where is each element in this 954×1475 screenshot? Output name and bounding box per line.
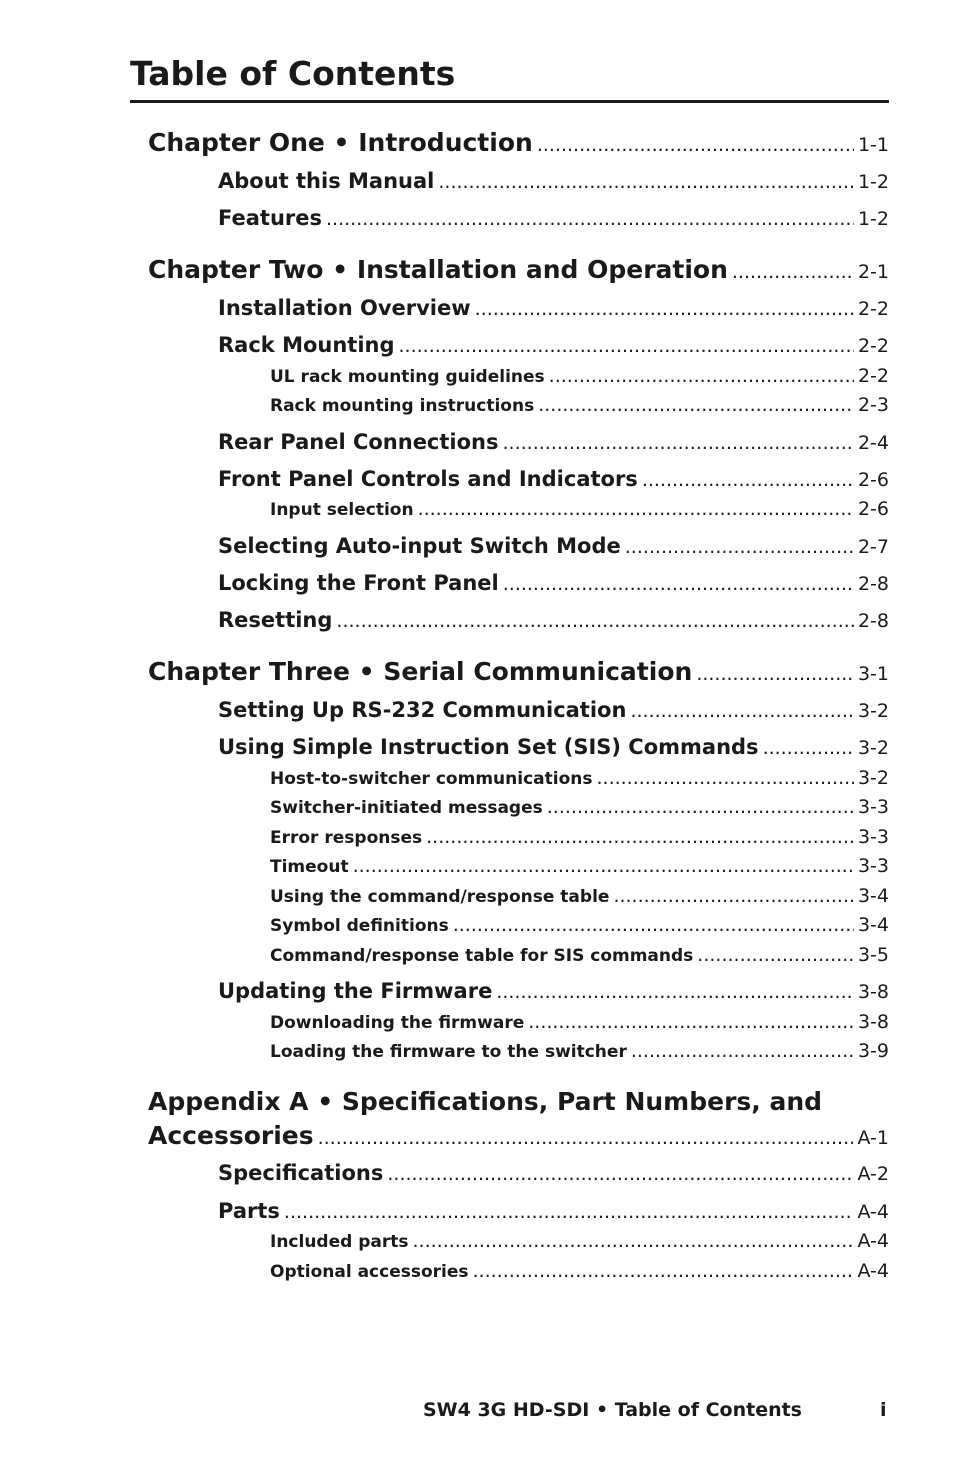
toc-entry-label: Downloading the firmware (270, 1013, 525, 1033)
dot-leader (326, 204, 854, 234)
dot-leader (528, 1009, 854, 1035)
toc-updating-firmware[interactable] (218, 976, 889, 1006)
toc-entry-label: Loading the firmware to the switcher (270, 1042, 627, 1062)
toc-entry-page: 3-1 (857, 663, 889, 685)
dot-leader (613, 883, 854, 909)
toc-entry-page: A-1 (857, 1127, 889, 1149)
toc-setting-up-rs232[interactable] (218, 695, 889, 725)
page-title: Table of Contents (130, 54, 456, 93)
toc-entry-label: Rack mounting instructions (270, 396, 535, 416)
dot-leader (625, 532, 854, 562)
toc-command-response-table-sis[interactable] (270, 942, 889, 968)
dot-leader (549, 363, 854, 389)
toc-entry-label: Features (218, 206, 322, 230)
toc-resetting[interactable] (218, 605, 889, 635)
dot-leader (537, 128, 854, 162)
toc-entry-page: 2-7 (857, 536, 889, 558)
toc-rack-mounting[interactable] (218, 330, 889, 360)
toc-included-parts[interactable] (270, 1228, 889, 1254)
toc-entry-label: Accessories (148, 1121, 314, 1150)
toc-entry-label: Locking the Front Panel (218, 571, 499, 595)
toc-entry-page: 2-8 (857, 610, 889, 632)
toc-switcher-initiated-messages[interactable] (270, 794, 889, 820)
toc-entry-label: Optional accessories (270, 1262, 469, 1282)
toc-entry-label: Included parts (270, 1232, 409, 1252)
toc-entry-label: Parts (218, 1199, 280, 1223)
toc-entry-label: Rack Mounting (218, 333, 395, 357)
toc-entry-label: Using Simple Instruction Set (SIS) Commands (218, 735, 759, 759)
toc-entry-page: 3-8 (857, 981, 889, 1003)
toc-entry-page: 1-1 (857, 134, 889, 156)
dot-leader (697, 942, 854, 968)
dot-leader (547, 794, 854, 820)
toc-entry-page: 3-8 (857, 1011, 889, 1033)
toc-ul-rack-mounting-guidelines[interactable] (270, 363, 889, 389)
toc-front-panel-controls[interactable] (218, 464, 889, 494)
toc-entry-page: 3-2 (857, 767, 889, 789)
dot-leader (353, 853, 854, 879)
dot-leader (413, 1228, 854, 1254)
dot-leader (596, 765, 853, 791)
toc-entry-page: A-2 (857, 1163, 889, 1185)
toc-optional-accessories[interactable] (270, 1258, 889, 1284)
toc-symbol-definitions[interactable] (270, 912, 889, 938)
toc-rack-mounting-instructions[interactable] (270, 392, 889, 418)
toc-locking-front-panel[interactable] (218, 568, 889, 598)
dot-leader (475, 294, 854, 324)
dot-leader (732, 255, 854, 289)
toc-appendix-a-heading[interactable]: Appendix A • Specifications, Part Numbers, and (148, 1087, 823, 1116)
toc-entry-label: Chapter Three • Serial Communication (148, 657, 693, 686)
toc-entry-label: Selecting Auto-input Switch Mode (218, 534, 621, 558)
toc-chapter-one[interactable] (148, 126, 889, 160)
toc-input-selection[interactable] (270, 496, 889, 522)
dot-leader (503, 569, 854, 599)
toc-entry-page: 3-3 (857, 855, 889, 877)
dot-leader (631, 1038, 854, 1064)
toc-downloading-firmware[interactable] (270, 1009, 889, 1035)
toc-entry-label: Resetting (218, 608, 333, 632)
toc-entry-page: 2-6 (857, 469, 889, 491)
toc-using-sis-commands[interactable] (218, 732, 889, 762)
toc-entry-page: A-4 (857, 1260, 889, 1282)
dot-leader (503, 428, 854, 458)
toc-entry-label: Specifications (218, 1161, 384, 1185)
toc-entry-label: Updating the Firmware (218, 979, 493, 1003)
page-footer (0, 1395, 954, 1425)
toc-entry-label: Using the command/response table (270, 887, 610, 907)
toc-error-responses[interactable] (270, 824, 889, 850)
toc-auto-input-switch-mode[interactable] (218, 531, 889, 561)
toc-entry-label: Command/response table for SIS commands (270, 946, 694, 966)
toc-entry-label: UL rack mounting guidelines (270, 367, 545, 387)
toc-entry-label: Rear Panel Connections (218, 430, 499, 454)
toc-entry-page: A-4 (857, 1230, 889, 1252)
toc-entry-label: Symbol definitions (270, 916, 449, 936)
dot-leader (630, 696, 854, 726)
dot-leader (387, 1159, 853, 1189)
toc-entry-label: Chapter Two • Installation and Operation (148, 255, 728, 284)
footer-page-number: i (880, 1399, 887, 1421)
dot-leader (473, 1258, 854, 1284)
dot-leader (336, 606, 854, 636)
toc-entry-label: Setting Up RS-232 Communication (218, 698, 627, 722)
toc-host-to-switcher[interactable] (270, 765, 889, 791)
toc-entry-page: 2-8 (857, 573, 889, 595)
dot-leader (418, 496, 854, 522)
toc-entry-page: 2-4 (857, 432, 889, 454)
dot-leader (284, 1197, 854, 1227)
toc-entry-page: 2-6 (857, 498, 889, 520)
toc-rear-panel-connections[interactable] (218, 427, 889, 457)
toc-parts[interactable] (218, 1196, 889, 1226)
toc-about-this-manual[interactable] (218, 166, 889, 196)
toc-installation-overview[interactable] (218, 293, 889, 323)
toc-entry-page: 2-3 (857, 394, 889, 416)
footer-title: SW4 3G HD-SDI • Table of Contents (422, 1399, 802, 1421)
dot-leader (453, 912, 854, 938)
dot-leader (496, 977, 854, 1007)
toc-timeout[interactable] (270, 853, 889, 879)
toc-entry-label: Chapter One • Introduction (148, 128, 533, 157)
toc-loading-firmware[interactable] (270, 1038, 889, 1064)
toc-entry-label: Host-to-switcher communications (270, 769, 593, 789)
toc-entry-page: 2-2 (857, 298, 889, 320)
toc-chapter-three[interactable] (148, 655, 889, 689)
toc-entry-label: Front Panel Controls and Indicators (218, 467, 638, 491)
toc-features[interactable] (218, 203, 889, 233)
dot-leader (438, 167, 854, 197)
toc-entry-page: 2-2 (857, 335, 889, 357)
dot-leader (399, 331, 854, 361)
dot-leader (318, 1121, 854, 1155)
toc-entry-label: Installation Overview (218, 296, 471, 320)
toc-entry-page: 3-2 (857, 700, 889, 722)
toc-entry-page: 2-2 (857, 365, 889, 387)
dot-leader (538, 392, 854, 418)
toc-entry-label: About this Manual (218, 169, 435, 193)
toc-entry-page: 3-9 (857, 1040, 889, 1062)
dot-leader (696, 657, 854, 691)
toc-entry-page: 3-3 (857, 826, 889, 848)
toc-entry-page: 1-2 (857, 208, 889, 230)
dot-leader (763, 733, 854, 763)
dot-leader (426, 824, 854, 850)
toc-entry-page: A-4 (857, 1201, 889, 1223)
toc-chapter-two[interactable] (148, 253, 889, 287)
toc-using-command-response-table[interactable] (270, 883, 889, 909)
toc-entry-label: Timeout (270, 857, 349, 877)
toc-entry-page: 3-2 (857, 737, 889, 759)
toc-entry-page: 2-1 (857, 261, 889, 283)
dot-leader (642, 465, 854, 495)
toc-specifications[interactable] (218, 1158, 889, 1188)
toc-entry-label: Switcher-initiated messages (270, 798, 543, 818)
toc-appendix-a[interactable] (148, 1119, 889, 1153)
toc-entry-page: 3-4 (857, 914, 889, 936)
toc-entry-page: 3-4 (857, 885, 889, 907)
toc-entry-page: 3-3 (857, 796, 889, 818)
toc-entry-page: 1-2 (857, 171, 889, 193)
toc-entry-label: Input selection (270, 500, 414, 520)
toc-entry-label: Error responses (270, 828, 423, 848)
toc-entry-page: 3-5 (857, 944, 889, 966)
